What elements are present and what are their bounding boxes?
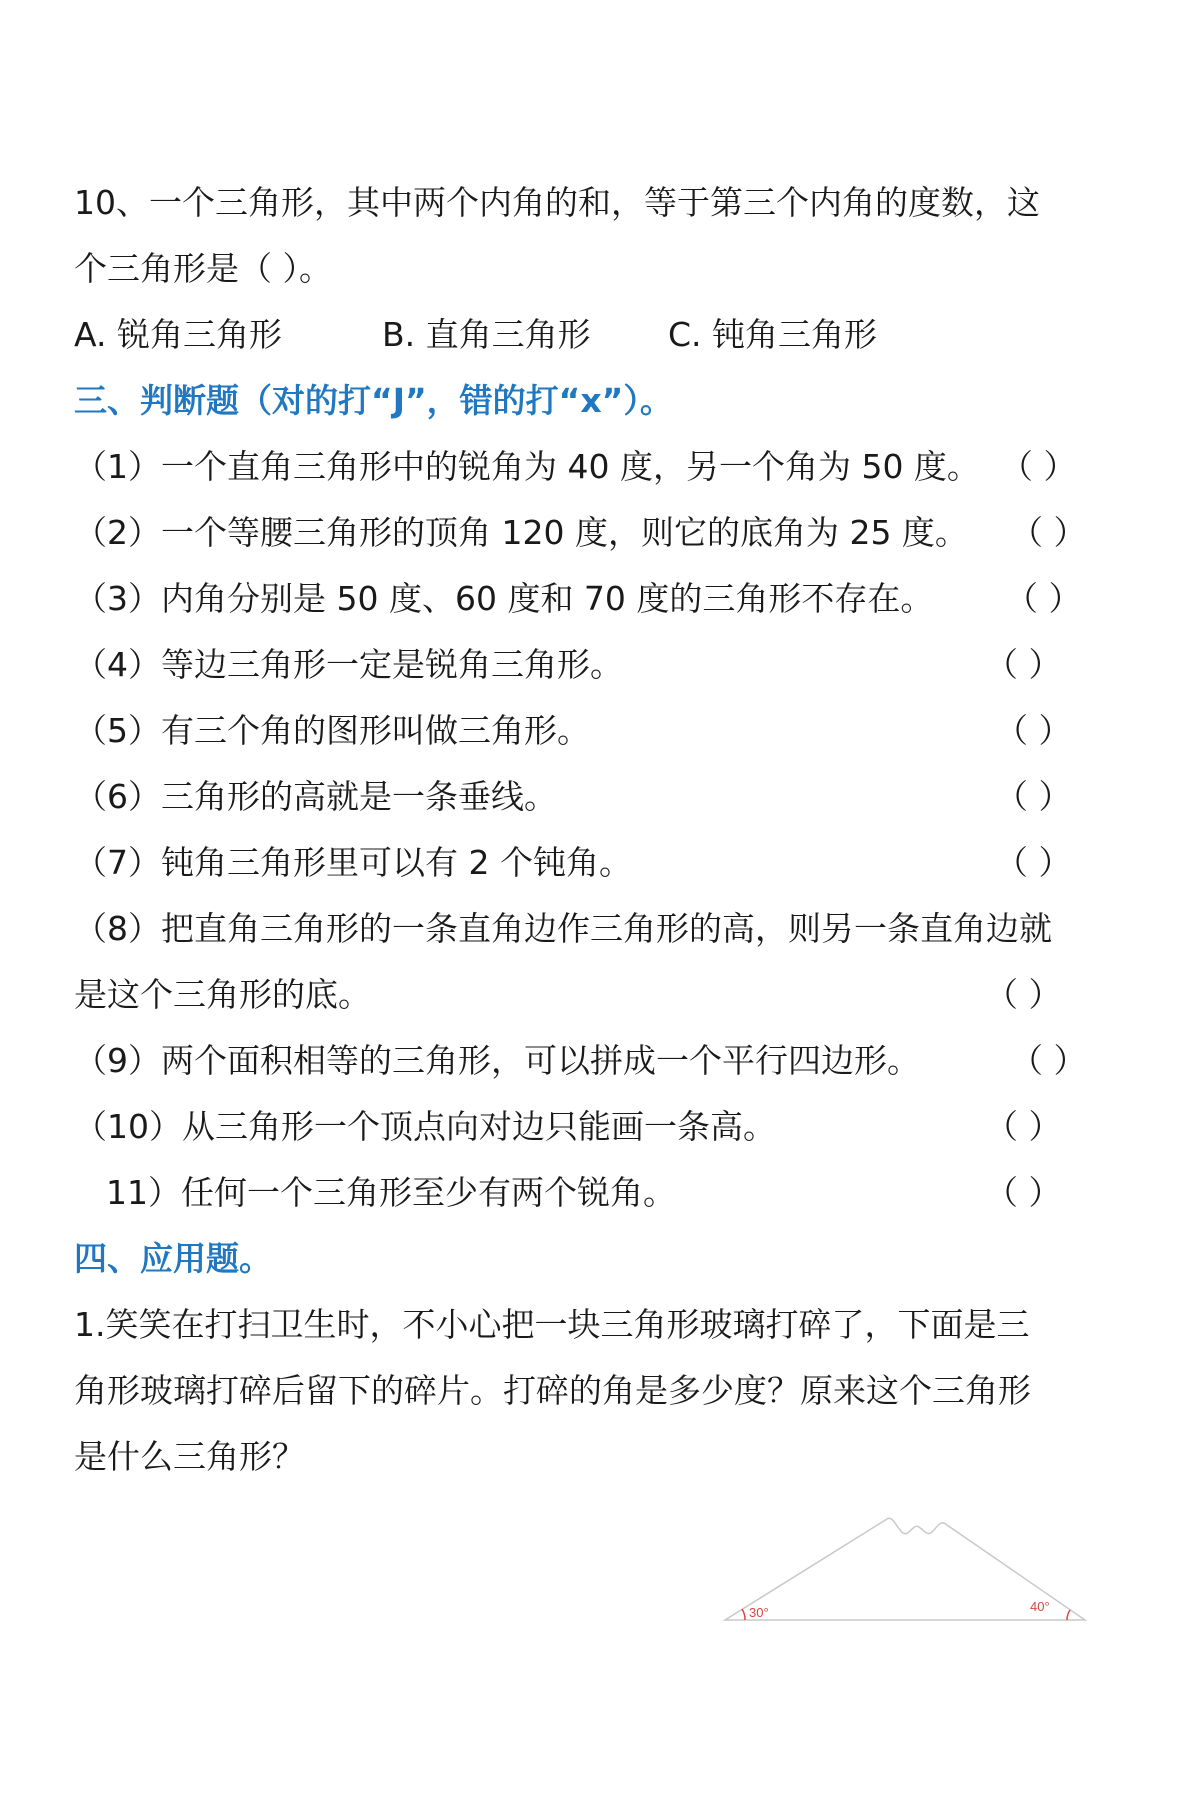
- answer-blank-4[interactable]: （ ）: [985, 645, 1062, 684]
- broken-triangle-figure: [715, 1505, 1095, 1635]
- judge-item-9: （9）两个面积相等的三角形，可以拼成一个平行四边形。: [74, 1041, 920, 1080]
- answer-blank-3[interactable]: （ ）: [1005, 579, 1082, 618]
- answer-blank-2[interactable]: （ ）: [1010, 513, 1087, 552]
- answer-blank-6[interactable]: （ ）: [995, 777, 1072, 816]
- answer-blank-9[interactable]: （ ）: [1010, 1041, 1087, 1080]
- judge-item-1: （1）一个直角三角形中的锐角为 40 度，另一个角为 50 度。: [74, 447, 980, 486]
- judge-item-6: （6）三角形的高就是一条垂线。: [74, 777, 557, 816]
- judge-item-5: （5）有三个角的图形叫做三角形。: [74, 711, 590, 750]
- judge-item-3: （3）内角分别是 50 度、60 度和 70 度的三角形不存在。: [74, 579, 934, 618]
- choice-b: B. 直角三角形: [382, 315, 591, 354]
- answer-blank-10[interactable]: （ ）: [985, 1107, 1062, 1146]
- section4-title: 四、应用题。: [74, 1239, 272, 1278]
- answer-blank-8[interactable]: （ ）: [985, 975, 1062, 1014]
- judge-item-10: （10）从三角形一个顶点向对边只能画一条高。: [74, 1107, 776, 1146]
- choice-c: C. 钝角三角形: [668, 315, 878, 354]
- judge-item-4: （4）等边三角形一定是锐角三角形。: [74, 645, 623, 684]
- judge-item-11: 11）任何一个三角形至少有两个锐角。: [106, 1173, 676, 1212]
- angle-arc-left: [742, 1609, 745, 1620]
- app-q1-line1: 1.笑笑在打扫卫生时，不小心把一块三角形玻璃打碎了，下面是三: [74, 1305, 1030, 1344]
- answer-blank-11[interactable]: （ ）: [985, 1173, 1062, 1212]
- answer-blank-5[interactable]: （ ）: [995, 711, 1072, 750]
- answer-blank-7[interactable]: （ ）: [995, 843, 1072, 882]
- judge-item-2: （2）一个等腰三角形的顶角 120 度，则它的底角为 25 度。: [74, 513, 968, 552]
- section3-title: 三、判断题（对的打“J”，错的打“x”）。: [74, 381, 673, 420]
- q10-choices: [74, 315, 877, 355]
- q10-line1: 10、一个三角形，其中两个内角的和，等于第三个内角的度数，这: [74, 183, 1040, 222]
- judge-item-8-cont: 是这个三角形的底。: [74, 975, 371, 1014]
- app-q1-line2: 角形玻璃打碎后留下的碎片。打碎的角是多少度？原来这个三角形: [74, 1371, 1031, 1410]
- answer-blank-1[interactable]: （ ）: [1000, 447, 1077, 486]
- choice-a: A. 锐角三角形: [74, 315, 282, 354]
- app-q1-line3: 是什么三角形？: [74, 1437, 305, 1476]
- angle-label-left: 30°: [749, 1605, 769, 1620]
- angle-label-right: 40°: [1030, 1599, 1050, 1614]
- angle-arc-right: [1067, 1610, 1070, 1620]
- judge-item-7: （7）钝角三角形里可以有 2 个钝角。: [74, 843, 632, 882]
- judge-item-8: （8）把直角三角形的一条直角边作三角形的高，则另一条直角边就: [74, 909, 1052, 948]
- q10-line2: 个三角形是（ ）。: [74, 249, 332, 288]
